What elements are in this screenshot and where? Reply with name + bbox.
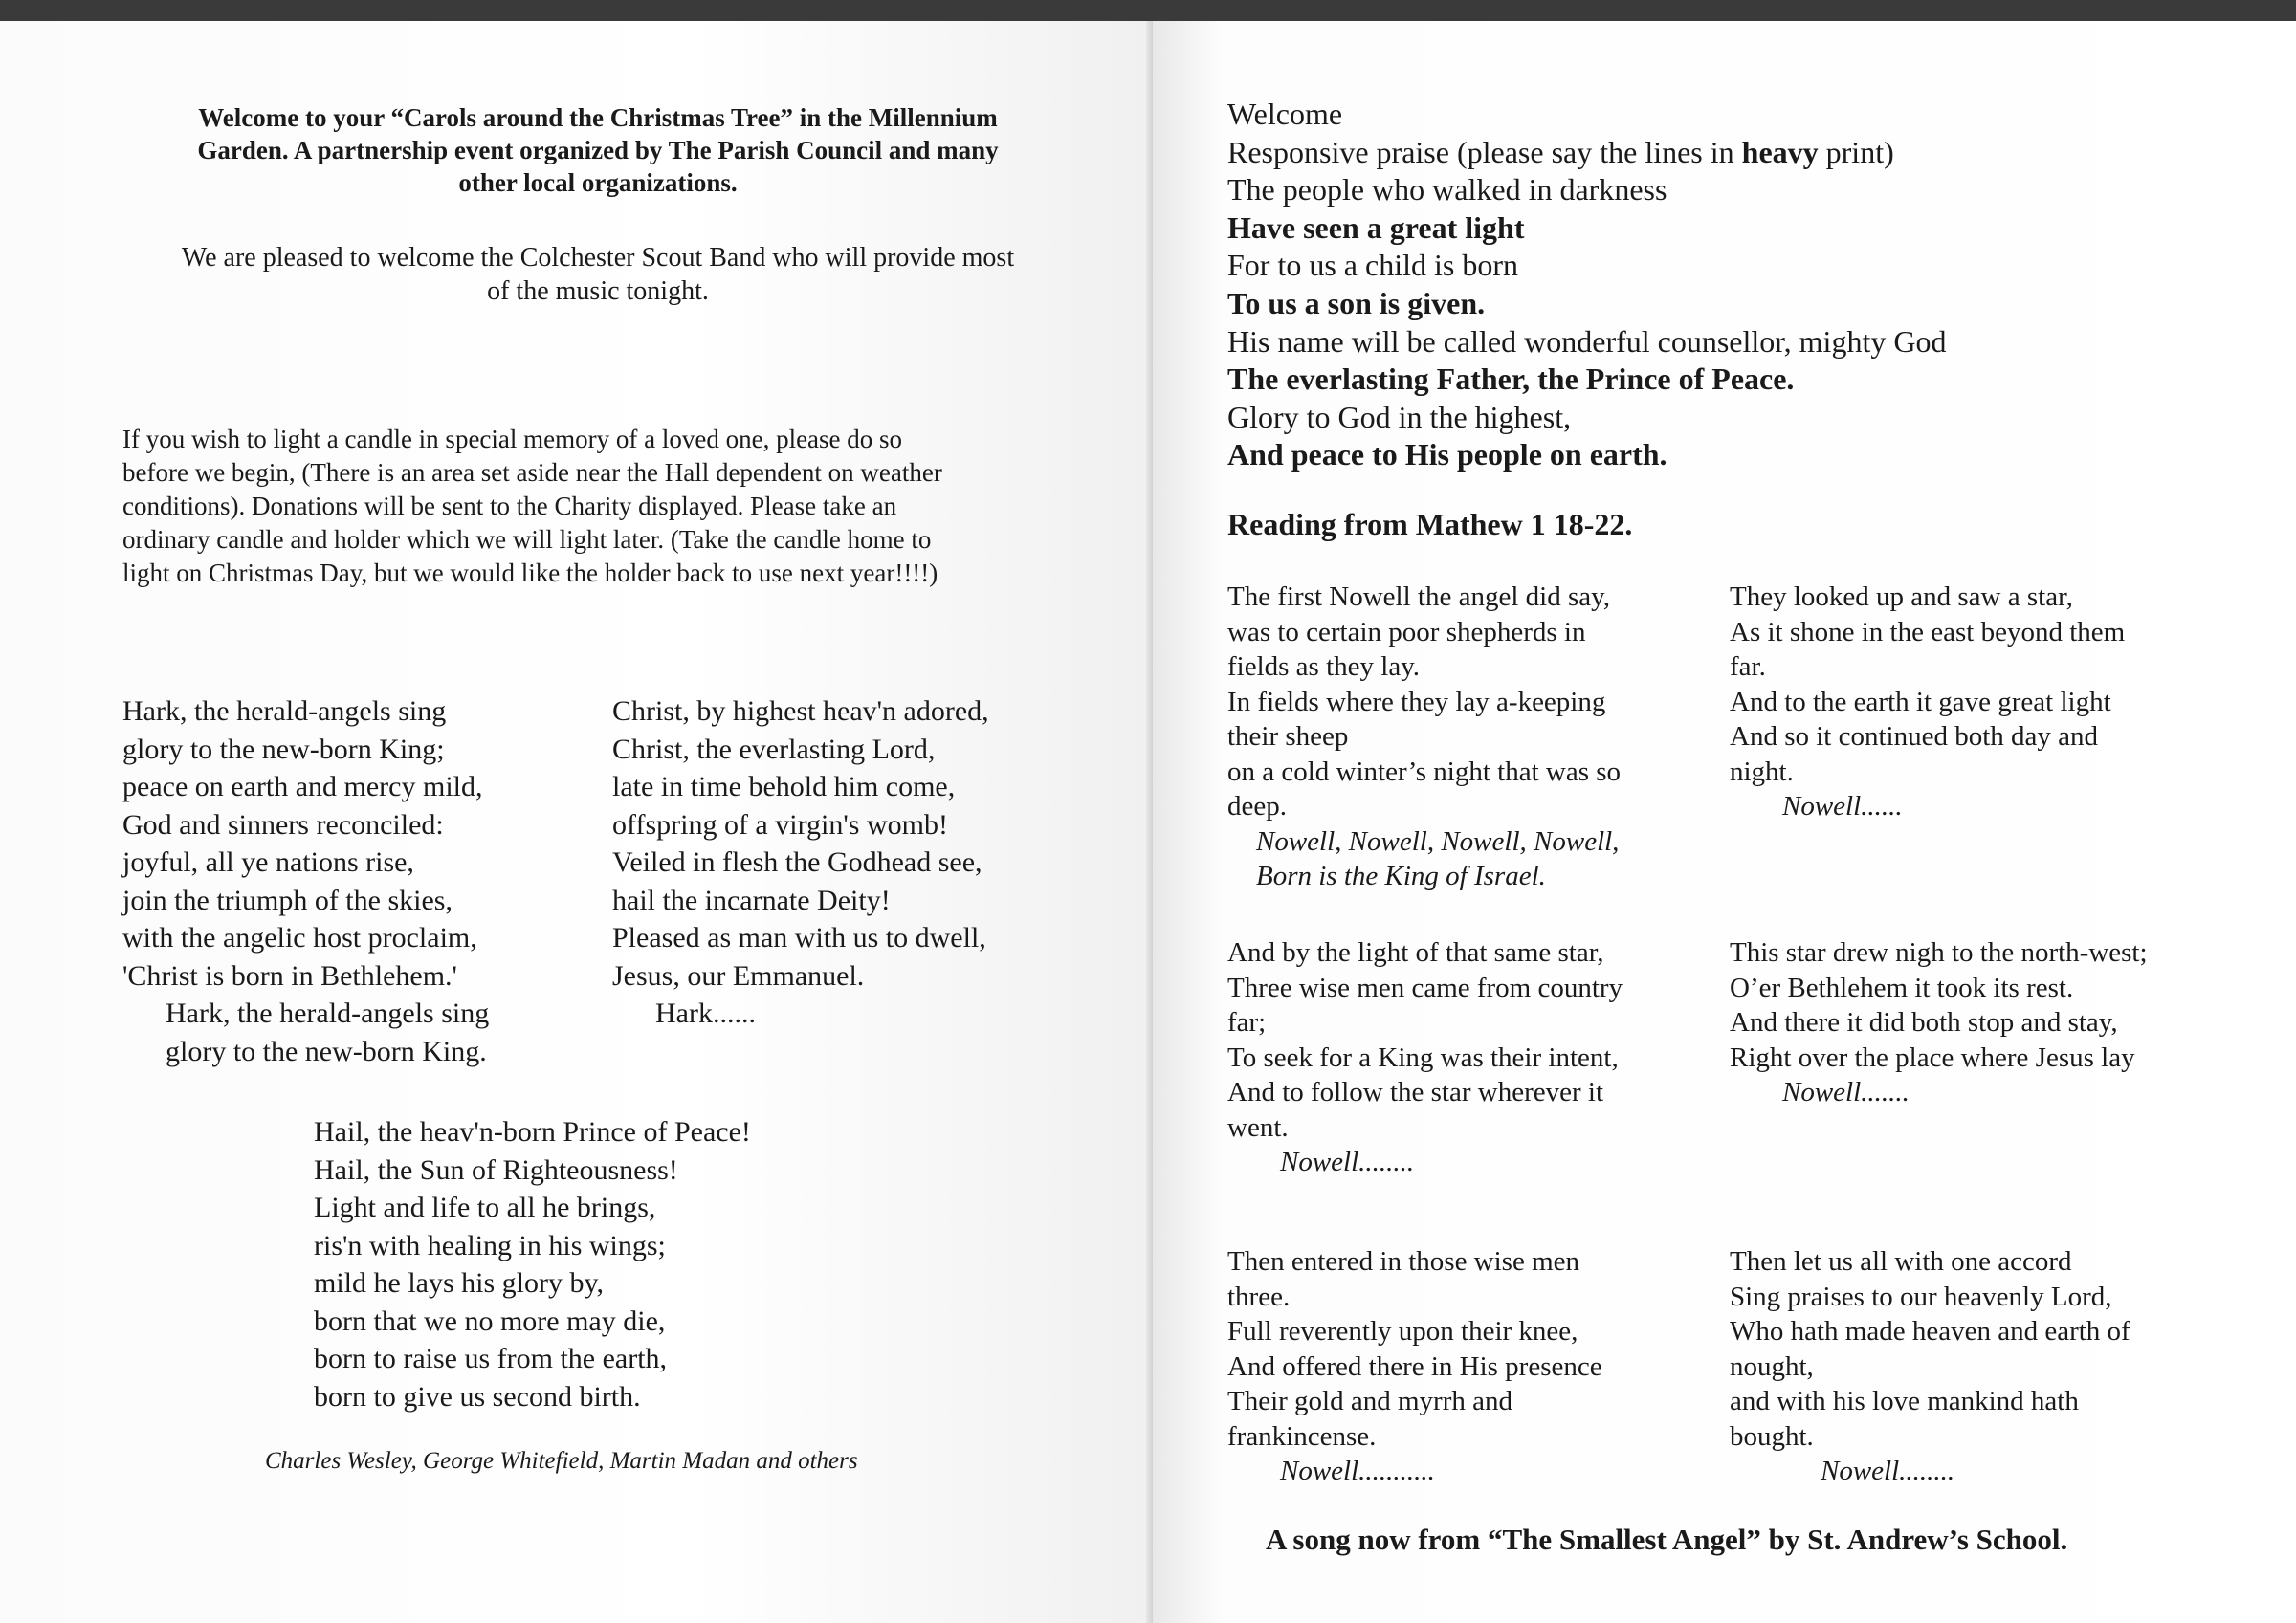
chorus-line: Born is the King of Israel. bbox=[1256, 861, 1546, 891]
verse-line: Hark, the herald-angels sing bbox=[122, 695, 447, 727]
reading-heading: Reading from Mathew 1 18-22. bbox=[1227, 507, 1633, 541]
nowell-verse-2 bbox=[1730, 580, 2265, 824]
verse-line: was to certain poor shepherds in bbox=[1227, 616, 1586, 647]
nowell-verse-4 bbox=[1730, 935, 2285, 1110]
refrain-line: Hark...... bbox=[655, 998, 756, 1029]
welcome-line: Garden. A partnership event organized by The Parish Council and many bbox=[197, 136, 999, 164]
verse-line: peace on earth and mercy mild, bbox=[122, 771, 483, 802]
praise-response: Have seen a great light bbox=[1227, 209, 1525, 245]
verse-line: God and sinners reconciled: bbox=[122, 808, 444, 841]
refrain-line: Nowell........... bbox=[1280, 1456, 1435, 1486]
candle-notice bbox=[122, 423, 1089, 590]
chorus-line: glory to the new-born King. bbox=[166, 1035, 487, 1067]
left-page bbox=[0, 21, 1153, 1623]
verse-line: Jesus, our Emmanuel. bbox=[612, 959, 865, 992]
nowell-verse-5 bbox=[1227, 1244, 1706, 1489]
chorus-line: Hark, the herald-angels sing bbox=[166, 998, 490, 1029]
scan-top-edge bbox=[0, 0, 2296, 21]
nowell-verse-3 bbox=[1227, 935, 1706, 1180]
hark-verse-3 bbox=[314, 1113, 850, 1415]
verse-line: Hail, the heav'n-born Prince of Peace! bbox=[314, 1116, 751, 1148]
verse-line: Then entered in those wise men bbox=[1227, 1246, 1580, 1277]
refrain-line: Nowell...... bbox=[1782, 791, 1903, 822]
candle-line: before we begin, (There is an area set aside near the Hall dependent on weather bbox=[122, 458, 942, 487]
verse-line: ris'n with healing in his wings; bbox=[314, 1229, 666, 1261]
verse-line: went. bbox=[1227, 1111, 1289, 1143]
responsive-instruction bbox=[1227, 134, 2184, 172]
verse-line: far. bbox=[1730, 651, 1766, 682]
candle-line: ordinary candle and holder which we will light later. (Take the candle home to bbox=[122, 525, 932, 554]
refrain-line: Nowell....... bbox=[1782, 1077, 1910, 1108]
instruction-text: Responsive praise (please say the lines in bbox=[1227, 134, 1742, 169]
band-line: We are pleased to welcome the Colchester Scout Band who will provide most bbox=[181, 243, 1015, 273]
verse-line: born to raise us from the earth, bbox=[314, 1343, 668, 1374]
verse-line: Who hath made heaven and earth of bbox=[1730, 1316, 2130, 1347]
verse-line: join the triumph of the skies, bbox=[122, 884, 453, 916]
responsive-praise bbox=[1227, 96, 2184, 474]
verse-line: And by the light of that same star, bbox=[1227, 937, 1604, 968]
verse-line: Hail, the Sun of Righteousness! bbox=[314, 1153, 678, 1186]
verse-line: And offered there in His presence bbox=[1227, 1350, 1602, 1382]
praise-response: To us a son is given. bbox=[1227, 285, 1486, 320]
verse-line: Then let us all with one accord bbox=[1730, 1246, 2072, 1277]
verse-line: fields as they lay. bbox=[1227, 651, 1421, 682]
verse-line: their sheep bbox=[1227, 721, 1349, 752]
verse-line: three. bbox=[1227, 1281, 1291, 1312]
verse-line: born to give us second birth. bbox=[314, 1380, 641, 1413]
verse-line: And there it did both stop and stay, bbox=[1730, 1007, 2118, 1038]
refrain-line: Nowell........ bbox=[1821, 1456, 1955, 1486]
verse-line: The first Nowell the angel did say, bbox=[1227, 581, 1610, 612]
hark-verse-2 bbox=[612, 692, 1071, 1033]
verse-line: with the angelic host proclaim, bbox=[122, 922, 477, 954]
welcome-label: Welcome bbox=[1227, 97, 1343, 131]
candle-line: If you wish to light a candle in special memory of a loved one, please do so bbox=[122, 425, 903, 453]
nowell-verse-1 bbox=[1227, 580, 1706, 894]
verse-line: O’er Bethlehem it took its rest. bbox=[1730, 972, 2074, 1003]
verse-line: They looked up and saw a star, bbox=[1730, 581, 2073, 612]
chorus-line: Nowell, Nowell, Nowell, Nowell, bbox=[1256, 825, 1620, 857]
song-note: A song now from “The Smallest Angel” by St. Andrew’s School. bbox=[1266, 1523, 2068, 1556]
verse-line: Sing praises to our heavenly Lord, bbox=[1730, 1281, 2112, 1312]
verse-line: Christ, the everlasting Lord, bbox=[612, 733, 936, 765]
verse-line: Pleased as man with us to dwell, bbox=[612, 922, 986, 954]
band-notice bbox=[124, 241, 1071, 308]
verse-line: frankincense. bbox=[1227, 1420, 1377, 1452]
verse-line: hail the incarnate Deity! bbox=[612, 884, 891, 916]
verse-line: late in time behold him come, bbox=[612, 771, 956, 802]
verse-line: deep. bbox=[1227, 791, 1287, 822]
praise-line: For to us a child is born bbox=[1227, 248, 1518, 283]
verse-line: far; bbox=[1227, 1007, 1267, 1038]
verse-line: Their gold and myrrh and bbox=[1227, 1386, 1512, 1416]
hark-verse-1 bbox=[122, 692, 572, 1070]
verse-line: To seek for a King was their intent, bbox=[1227, 1042, 1619, 1073]
verse-line: on a cold winter’s night that was so bbox=[1227, 756, 1622, 787]
verse-line: Veiled in flesh the Godhead see, bbox=[612, 846, 982, 878]
verse-line: Right over the place where Jesus lay bbox=[1730, 1042, 2135, 1073]
praise-line: The people who walked in darkness bbox=[1227, 172, 1667, 208]
verse-line: And so it continued both day and bbox=[1730, 721, 2099, 752]
right-page bbox=[1153, 21, 2296, 1623]
praise-response: The everlasting Father, the Prince of Peace. bbox=[1227, 362, 1795, 397]
welcome-heading bbox=[124, 101, 1071, 199]
candle-line: light on Christmas Day, but we would like the holder back to use next year!!!!) bbox=[122, 559, 938, 587]
welcome-line: other local organizations. bbox=[458, 168, 738, 197]
band-line: of the music tonight. bbox=[487, 276, 709, 306]
verse-line: offspring of a virgin's womb! bbox=[612, 808, 948, 841]
praise-line: His name will be called wonderful counsellor, mighty God bbox=[1227, 323, 1947, 359]
instruction-text-end: print) bbox=[1818, 134, 1894, 169]
verse-line: And to the earth it gave great light bbox=[1730, 686, 2111, 717]
verse-line: bought. bbox=[1730, 1420, 1814, 1452]
verse-line: Three wise men came from country bbox=[1227, 972, 1623, 1003]
verse-line: Light and life to all he brings, bbox=[314, 1192, 656, 1223]
verse-line: nought, bbox=[1730, 1350, 1814, 1382]
verse-line: As it shone in the east beyond them bbox=[1730, 616, 2126, 647]
verse-line: glory to the new-born King; bbox=[122, 733, 445, 765]
refrain-line: Nowell........ bbox=[1280, 1147, 1415, 1177]
hymn-authors: Charles Wesley, George Whitefield, Martin Madan and others bbox=[265, 1448, 858, 1474]
verse-line: 'Christ is born in Bethlehem.' bbox=[122, 959, 457, 992]
verse-line: Full reverently upon their knee, bbox=[1227, 1316, 1578, 1347]
verse-line: joyful, all ye nations rise, bbox=[122, 846, 414, 878]
verse-line: night. bbox=[1730, 756, 1794, 787]
verse-line: This star drew nigh to the north-west; bbox=[1730, 937, 2148, 968]
verse-line: And to follow the star wherever it bbox=[1227, 1077, 1604, 1108]
verse-line: born that we no more may die, bbox=[314, 1305, 666, 1337]
praise-line: Glory to God in the highest, bbox=[1227, 399, 1572, 434]
praise-response: And peace to His people on earth. bbox=[1227, 437, 1667, 472]
verse-line: Christ, by highest heav'n adored, bbox=[612, 695, 989, 727]
verse-line: mild he lays his glory by, bbox=[314, 1267, 605, 1299]
welcome-line: Welcome to your “Carols around the Christmas Tree” in the Millennium bbox=[198, 103, 998, 132]
candle-line: conditions). Donations will be sent to the Charity displayed. Please take an bbox=[122, 492, 897, 520]
verse-line: In fields where they lay a-keeping bbox=[1227, 686, 1606, 717]
verse-line: and with his love mankind hath bbox=[1730, 1386, 2079, 1416]
nowell-verse-6 bbox=[1730, 1244, 2265, 1489]
instruction-bold: heavy bbox=[1741, 134, 1819, 169]
